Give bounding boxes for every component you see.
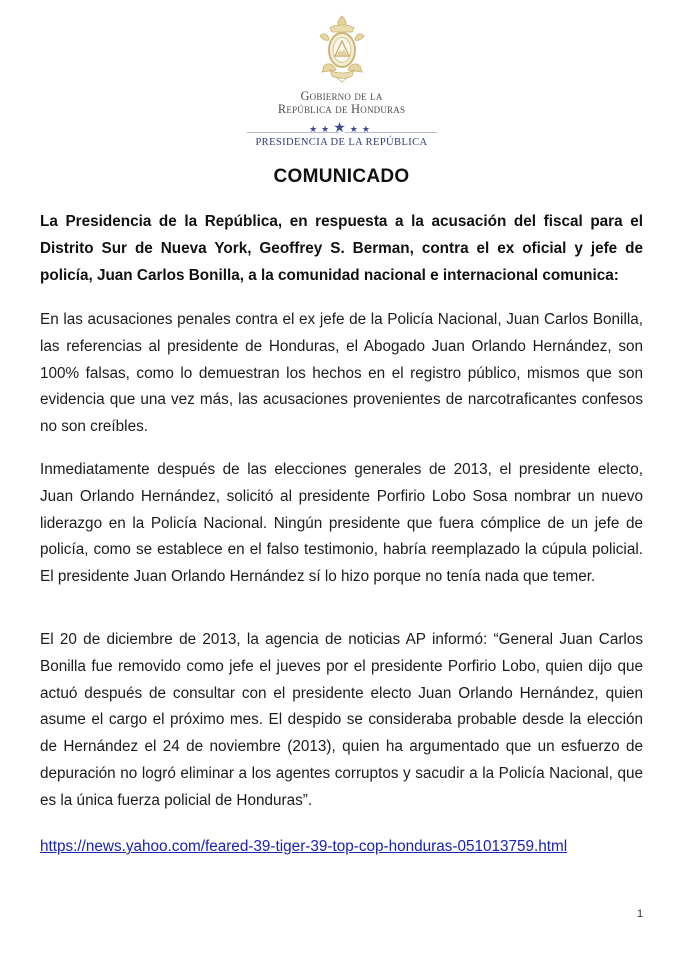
government-name-line-2: República de Honduras: [277, 102, 406, 116]
coat-of-arms-icon: [316, 14, 368, 84]
intro-paragraph: La Presidencia de la República, en respuesta a la acusación del fiscal para el Distrito Sur de Nueva York, Geoffrey S. Berman, contra el ex oficial y jefe de policía, Juan Carlos Bonilla, a la comunidad nacional e internacional comunica:: [40, 213, 643, 284]
source-link[interactable]: https://news.yahoo.com/feared-39-tiger-39-top-cop-honduras-051013759.html: [40, 838, 568, 855]
office-name: PRESIDENCIA DE LA REPÚBLICA: [255, 137, 428, 148]
document-title: COMUNICADO: [273, 166, 410, 187]
letterhead: [0, 14, 683, 148]
five-stars-icon: ★★★★★: [309, 120, 374, 136]
body-paragraph: Inmediatamente después de las elecciones generales de 2013, el presidente electo, Juan Orlando Hernández, solicitó al presidente Porfirio Lobo Sosa nombrar un nuevo liderazgo en la Policía Nacional. Ningún presidente que fuera cómplice de un jefe de policía, como se establece en el falso testimonio, habría reemplazado la cúpula policial. El presidente Juan Orlando Hernández sí lo hizo porque no tenía nada que temer.: [40, 461, 643, 586]
government-name-line-1: Gobierno de la: [300, 89, 383, 103]
stars-divider: [247, 119, 437, 135]
body-paragraph: En las acusaciones penales contra el ex jefe de la Policía Nacional, Juan Carlos Bonilla, las referencias al presidente de Honduras, el Abogado Juan Orlando Hernández, son 100% falsas, como lo demuestran los hechos en el registro público, mismos que son evidencia que una vez más, las acusaciones provenientes de narcotraficantes confesos no son creíbles.: [40, 311, 643, 436]
page-number: 1: [637, 908, 644, 920]
body-paragraph: El 20 de diciembre de 2013, la agencia de noticias AP informó: “General Juan Carlos Bonilla fue removido como jefe el jueves por el presidente Porfirio Lobo, quien dijo que actuó después de consultar con el presidente electo Juan Orlando Hernández, quien asume el cargo el próximo mes. El despido se consideraba probable desde la elección de Hernández el 24 de noviembre (2013), quien ha argumentado que un esfuerzo de depuración no logró eliminar a los agentes corruptos y sacudir a la Policía Nacional, que es la única fuerza policial de Honduras”.: [40, 631, 643, 809]
